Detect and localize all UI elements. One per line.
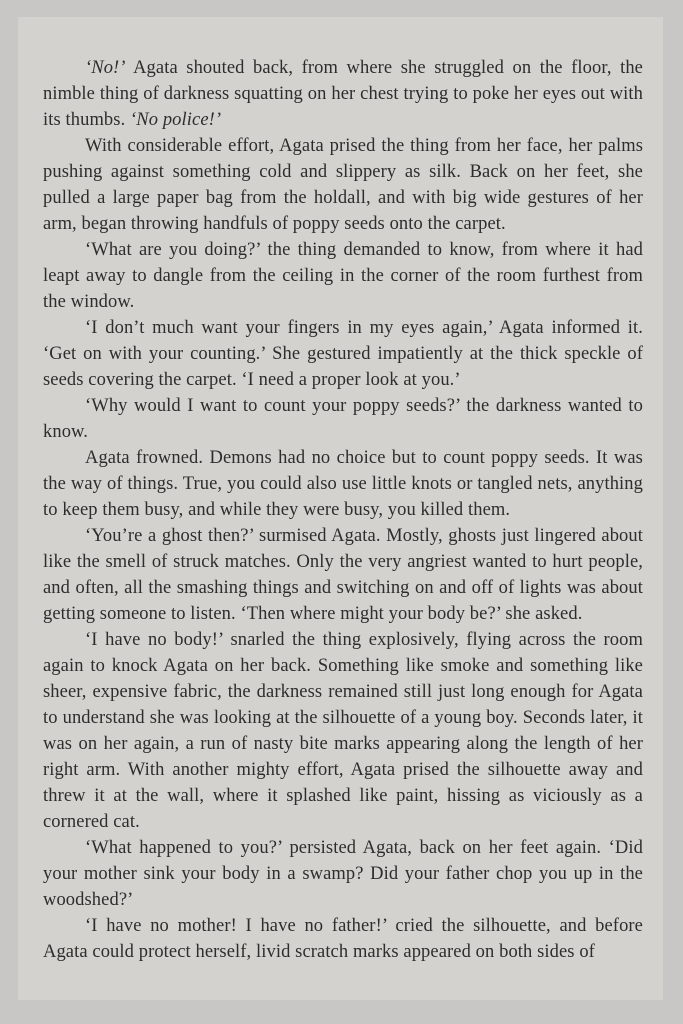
italic-text-run: ‘No police!’ (130, 110, 222, 130)
text-run: ‘Why would I want to count your poppy seeds?’ the darkness wanted to know. (43, 396, 643, 442)
text-run: ‘You’re a ghost then?’ surmised Agata. Mostly, ghosts just lingered about like the smell of struck matches. Only the very angriest wanted to hurt people, and often, all the smashing things and switching on and off of lights was about getting someone to listen. ‘Then where might your body be?’ she asked. (43, 526, 643, 624)
page-text (43, 55, 643, 965)
paragraph (43, 237, 643, 315)
text-run: ‘I don’t much want your fingers in my eyes again,’ Agata informed it. ‘Get on with your counting.’ She gestured impatiently at the thick speckle of seeds covering the carpet. ‘I need a proper look at you.’ (43, 318, 643, 390)
paragraph (43, 523, 643, 627)
book-page (18, 17, 663, 1000)
paragraph (43, 835, 643, 913)
paragraph (43, 393, 643, 445)
text-run: ‘What happened to you?’ persisted Agata, back on her feet again. ‘Did your mother sink your body in a swamp? Did your father chop you up in the woodshed?’ (43, 838, 643, 910)
paragraph (43, 627, 643, 835)
paragraph (43, 55, 643, 133)
paragraph (43, 445, 643, 523)
text-run: ‘I have no body!’ snarled the thing explosively, flying across the room again to knock Agata on her back. Something like smoke and something like sheer, expensive fabric, the darkness remained still just long enough for Agata to understand she was looking at the silhouette of a young boy. Seconds later, it was on her again, a run of nasty bite marks appearing along the length of her right arm. With another mighty effort, Agata prised the silhouette away and threw it at the wall, where it splashed like paint, hissing as viciously as a cornered cat. (43, 630, 643, 832)
paragraph (43, 315, 643, 393)
text-run: Agata frowned. Demons had no choice but to count poppy seeds. It was the way of things. True, you could also use little knots or tangled nets, anything to keep them busy, and while they were busy, you killed them. (43, 448, 643, 520)
paragraph (43, 913, 643, 965)
paragraph (43, 133, 643, 237)
text-run: Agata shouted back, from where she struggled on the floor, the nimble thing of darkness squatting on her chest trying to poke her eyes out with its thumbs. (43, 58, 643, 130)
text-run: ‘What are you doing?’ the thing demanded to know, from where it had leapt away to dangle from the ceiling in the corner of the room furthest from the window. (43, 240, 643, 312)
text-run: With considerable effort, Agata prised the thing from her face, her palms pushing against something cold and slippery as silk. Back on her feet, she pulled a large paper bag from the holdall, and with big wide gestures of her arm, began throwing handfuls of poppy seeds onto the carpet. (43, 136, 643, 234)
italic-text-run: ‘No!’ (85, 58, 126, 78)
text-run: ‘I have no mother! I have no father!’ cried the silhouette, and before Agata could protect herself, livid scratch marks appeared on both sides of (43, 916, 643, 962)
